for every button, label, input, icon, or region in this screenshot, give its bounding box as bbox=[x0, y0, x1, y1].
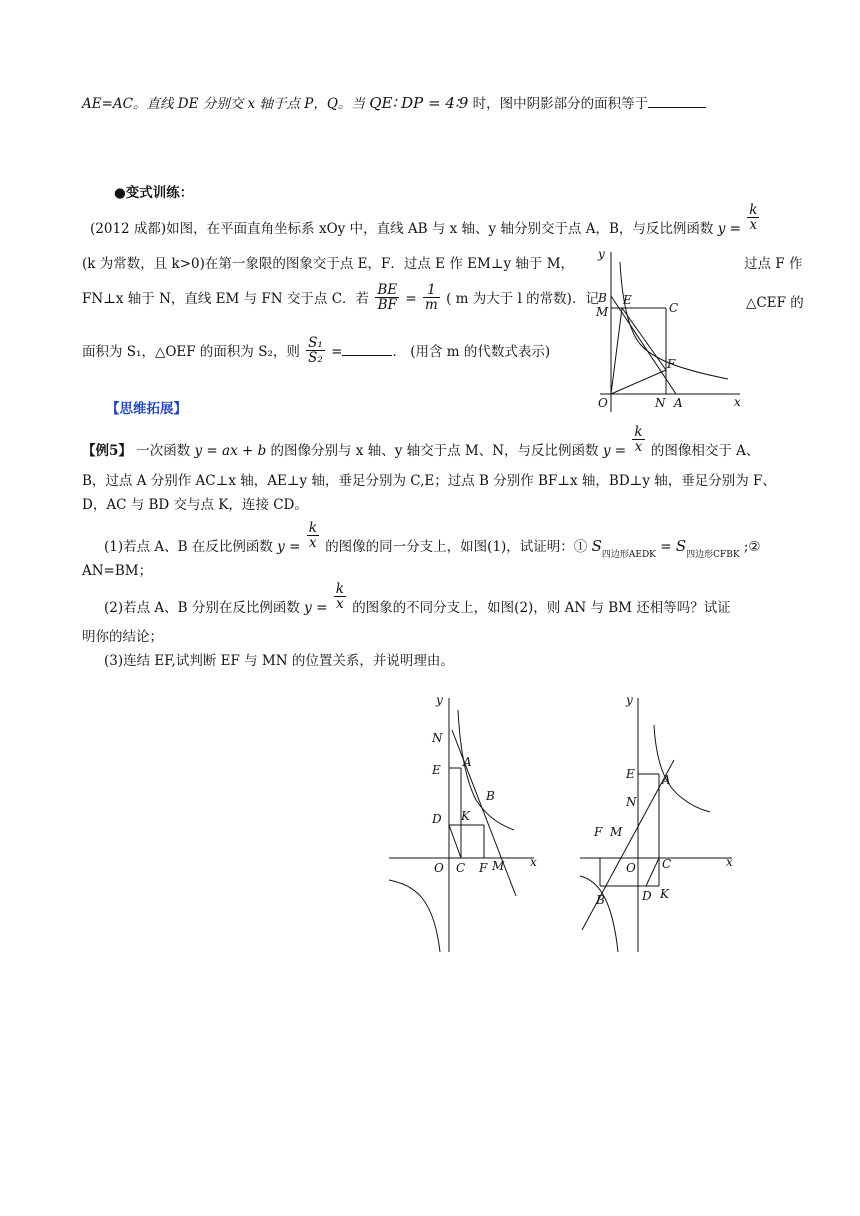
fig2-label-a: A bbox=[662, 773, 671, 787]
fig2-hyperbola-1 bbox=[654, 725, 710, 812]
variant-fraction-be-bf bbox=[375, 283, 399, 312]
fig-label-b: B bbox=[598, 291, 607, 305]
q1-line-2: AN=BM； bbox=[82, 563, 153, 579]
fig-label-e: E bbox=[623, 293, 632, 307]
fig1-label-n: N bbox=[432, 731, 443, 745]
fig2-label-y: y bbox=[626, 693, 633, 707]
example5-linear-eq: y = ax + b bbox=[194, 443, 267, 460]
fig1-label-d: D bbox=[432, 812, 442, 826]
question-2 bbox=[104, 581, 731, 617]
fig-label-c: C bbox=[669, 301, 679, 315]
q1-fraction-kx bbox=[307, 521, 319, 550]
fig2-label-b: B bbox=[596, 893, 605, 907]
q2-frac-x: x bbox=[334, 596, 346, 611]
q2-line-2: 明你的结论； bbox=[82, 629, 163, 645]
fig1-label-b: B bbox=[486, 789, 495, 803]
fig2-label-n: N bbox=[626, 795, 637, 809]
q1-frac-x: x bbox=[307, 535, 319, 550]
variant-line4-text: 面积为 S₁，△OEF 的面积为 S₂，则 bbox=[82, 344, 300, 361]
q1-frac-k: k bbox=[308, 520, 317, 536]
q1-b: 的图像的同一分支上，如图(1)，试证明：① bbox=[325, 539, 588, 556]
frac-bf: BF bbox=[375, 297, 399, 312]
variant-yeq: y = bbox=[717, 221, 741, 238]
q1-a: (1)若点 A、B 在反比例函数 bbox=[104, 539, 273, 556]
frac-x: x bbox=[747, 217, 759, 232]
line-of bbox=[611, 370, 666, 394]
fig2-label-k: K bbox=[660, 887, 669, 901]
q1-s1: S bbox=[591, 537, 602, 556]
fig2-label-d: D bbox=[642, 889, 652, 903]
fig-label-n: N bbox=[655, 396, 666, 410]
fig-label-x: x bbox=[734, 395, 741, 409]
q1-eq: = bbox=[660, 539, 672, 556]
top-line-prefix: AE=AC。直线 DE 分别交 x 轴于点 P，Q。当 bbox=[82, 96, 365, 112]
fig1-hyperbola-2 bbox=[389, 880, 440, 952]
fig2-line-cd bbox=[646, 858, 659, 886]
fig2-hyperbola-2 bbox=[580, 876, 618, 952]
fig1-label-a: A bbox=[463, 755, 472, 769]
variant-line-2-right: 过点 F 作 bbox=[744, 256, 803, 272]
fig1-line-cd bbox=[449, 825, 461, 858]
ex5-frac-x: x bbox=[632, 439, 644, 454]
fig1-label-o: O bbox=[434, 861, 444, 875]
fig1-label-m: M bbox=[492, 859, 505, 873]
example5-line-3: D，AC 与 BD 交与点 K，连接 CD。 bbox=[82, 497, 308, 513]
variant-line3-mid: ( m 为大于 l 的常数)．记 bbox=[446, 291, 599, 308]
frac-k: k bbox=[749, 202, 758, 218]
example5-line1-b: 的图像分别与 x 轴、y 轴交于点 M、N，与反比例函数 bbox=[270, 443, 599, 460]
fig-label-y: y bbox=[598, 247, 605, 261]
answer-blank-2 bbox=[342, 343, 392, 356]
frac-s2: S₂ bbox=[308, 350, 323, 367]
line-ef bbox=[622, 308, 666, 370]
figure-1 bbox=[386, 690, 546, 960]
variant-line3-text: FN⊥x 轴于 N，直线 EM 与 FN 交于点 C．若 bbox=[82, 291, 370, 308]
frac-be: BE bbox=[377, 282, 398, 298]
variant-line-2: (k 为常数，且 k>0)在第一象限的图象交于点 E，F．过点 E 作 EM⊥y 轴于 M， bbox=[82, 256, 575, 272]
variant-eq: = bbox=[405, 291, 417, 308]
ex5-frac-k: k bbox=[634, 424, 643, 440]
q2-fraction-kx bbox=[334, 582, 346, 611]
fig-label-o: O bbox=[598, 396, 608, 410]
example5-line-2: B，过点 A 分别作 AC⊥x 轴，AE⊥y 轴，垂足分别为 C,E；过点 B 分别作 BF⊥x 轴，BD⊥y 轴，垂足分别为 F、 bbox=[82, 473, 776, 489]
variant-line-3 bbox=[82, 283, 599, 312]
question-1 bbox=[104, 520, 761, 560]
thinking-heading: 【思维拓展】 bbox=[106, 401, 187, 417]
q2-a: (2)若点 A、B 分别在反比例函数 bbox=[104, 600, 300, 617]
top-line-suffix: 时，图中阴影部分的面积等于 bbox=[472, 96, 649, 112]
fig1-label-e: E bbox=[432, 763, 441, 777]
line-oe bbox=[611, 308, 622, 394]
fig2-label-f: F bbox=[594, 825, 603, 839]
fig2-label-o: O bbox=[626, 861, 636, 875]
q1-sub2: 四边形CFBK bbox=[686, 549, 740, 560]
fig-label-a: A bbox=[674, 396, 683, 410]
q1-sub1: 四边形AEDK bbox=[601, 549, 656, 560]
variant-fraction-kx bbox=[747, 203, 759, 232]
frac-one: 1 bbox=[427, 282, 436, 298]
example5-line-1 bbox=[82, 424, 760, 460]
fig-label-f: F bbox=[667, 357, 676, 371]
variant-figure bbox=[578, 244, 748, 424]
figure-2 bbox=[574, 690, 744, 960]
fig2-label-x: x bbox=[726, 855, 733, 869]
q1-c: ;② bbox=[743, 539, 761, 556]
top-line-ratio: QE∶ DP = 4∶9 bbox=[369, 94, 469, 112]
fig2-label-m: M bbox=[610, 825, 623, 839]
variant-line1-text: (2012 成都)如图，在平面直角坐标系 xOy 中，直线 AB 与 x 轴、y 轴分别交于点 A，B，与反比例函数 bbox=[90, 221, 714, 238]
q2-frac-k: k bbox=[335, 581, 344, 597]
fig1-label-y: y bbox=[436, 693, 443, 707]
fig-label-m: M bbox=[596, 305, 609, 319]
variant-heading: ●变式训练： bbox=[114, 185, 194, 201]
variant-line4-eq: = bbox=[331, 344, 343, 361]
top-line bbox=[82, 94, 706, 112]
variant-line-1 bbox=[90, 202, 761, 238]
frac-s1: S₁ bbox=[308, 335, 323, 351]
example5-fraction-kx bbox=[632, 425, 644, 454]
variant-fraction-1m bbox=[423, 283, 440, 312]
example5-line1-c: 的图像相交于 A、 bbox=[650, 443, 760, 460]
fig1-label-c: C bbox=[456, 861, 466, 875]
example5-label: 【例5】 bbox=[82, 443, 132, 460]
q1-yeq: y = bbox=[277, 539, 301, 556]
variant-line-4 bbox=[82, 336, 550, 365]
answer-blank-1 bbox=[648, 95, 706, 108]
fig2-label-e: E bbox=[626, 767, 635, 781]
variant-line-3-right: △CEF 的 bbox=[746, 295, 804, 311]
variant-line4-suffix: ． (用含 m 的代数式表示) bbox=[392, 344, 551, 361]
example5-line1-a: 一次函数 bbox=[136, 443, 191, 460]
frac-m: m bbox=[425, 297, 438, 314]
question-3: (3)连结 EF,试判断 EF 与 MN 的位置关系，并说明理由。 bbox=[104, 653, 454, 669]
fig1-label-k: K bbox=[461, 809, 470, 823]
fig2-label-c: C bbox=[662, 857, 672, 871]
fig1-label-f: F bbox=[479, 861, 488, 875]
q1-s2: S bbox=[675, 537, 687, 556]
variant-fraction-s1s2 bbox=[306, 336, 325, 365]
q2-b: 的图象的不同分支上，如图(2)，则 AN 与 BM 还相等吗？试证 bbox=[352, 600, 731, 617]
example5-yeq: y = bbox=[602, 443, 627, 460]
q2-yeq: y = bbox=[304, 600, 328, 617]
fig1-label-x: x bbox=[530, 855, 537, 869]
